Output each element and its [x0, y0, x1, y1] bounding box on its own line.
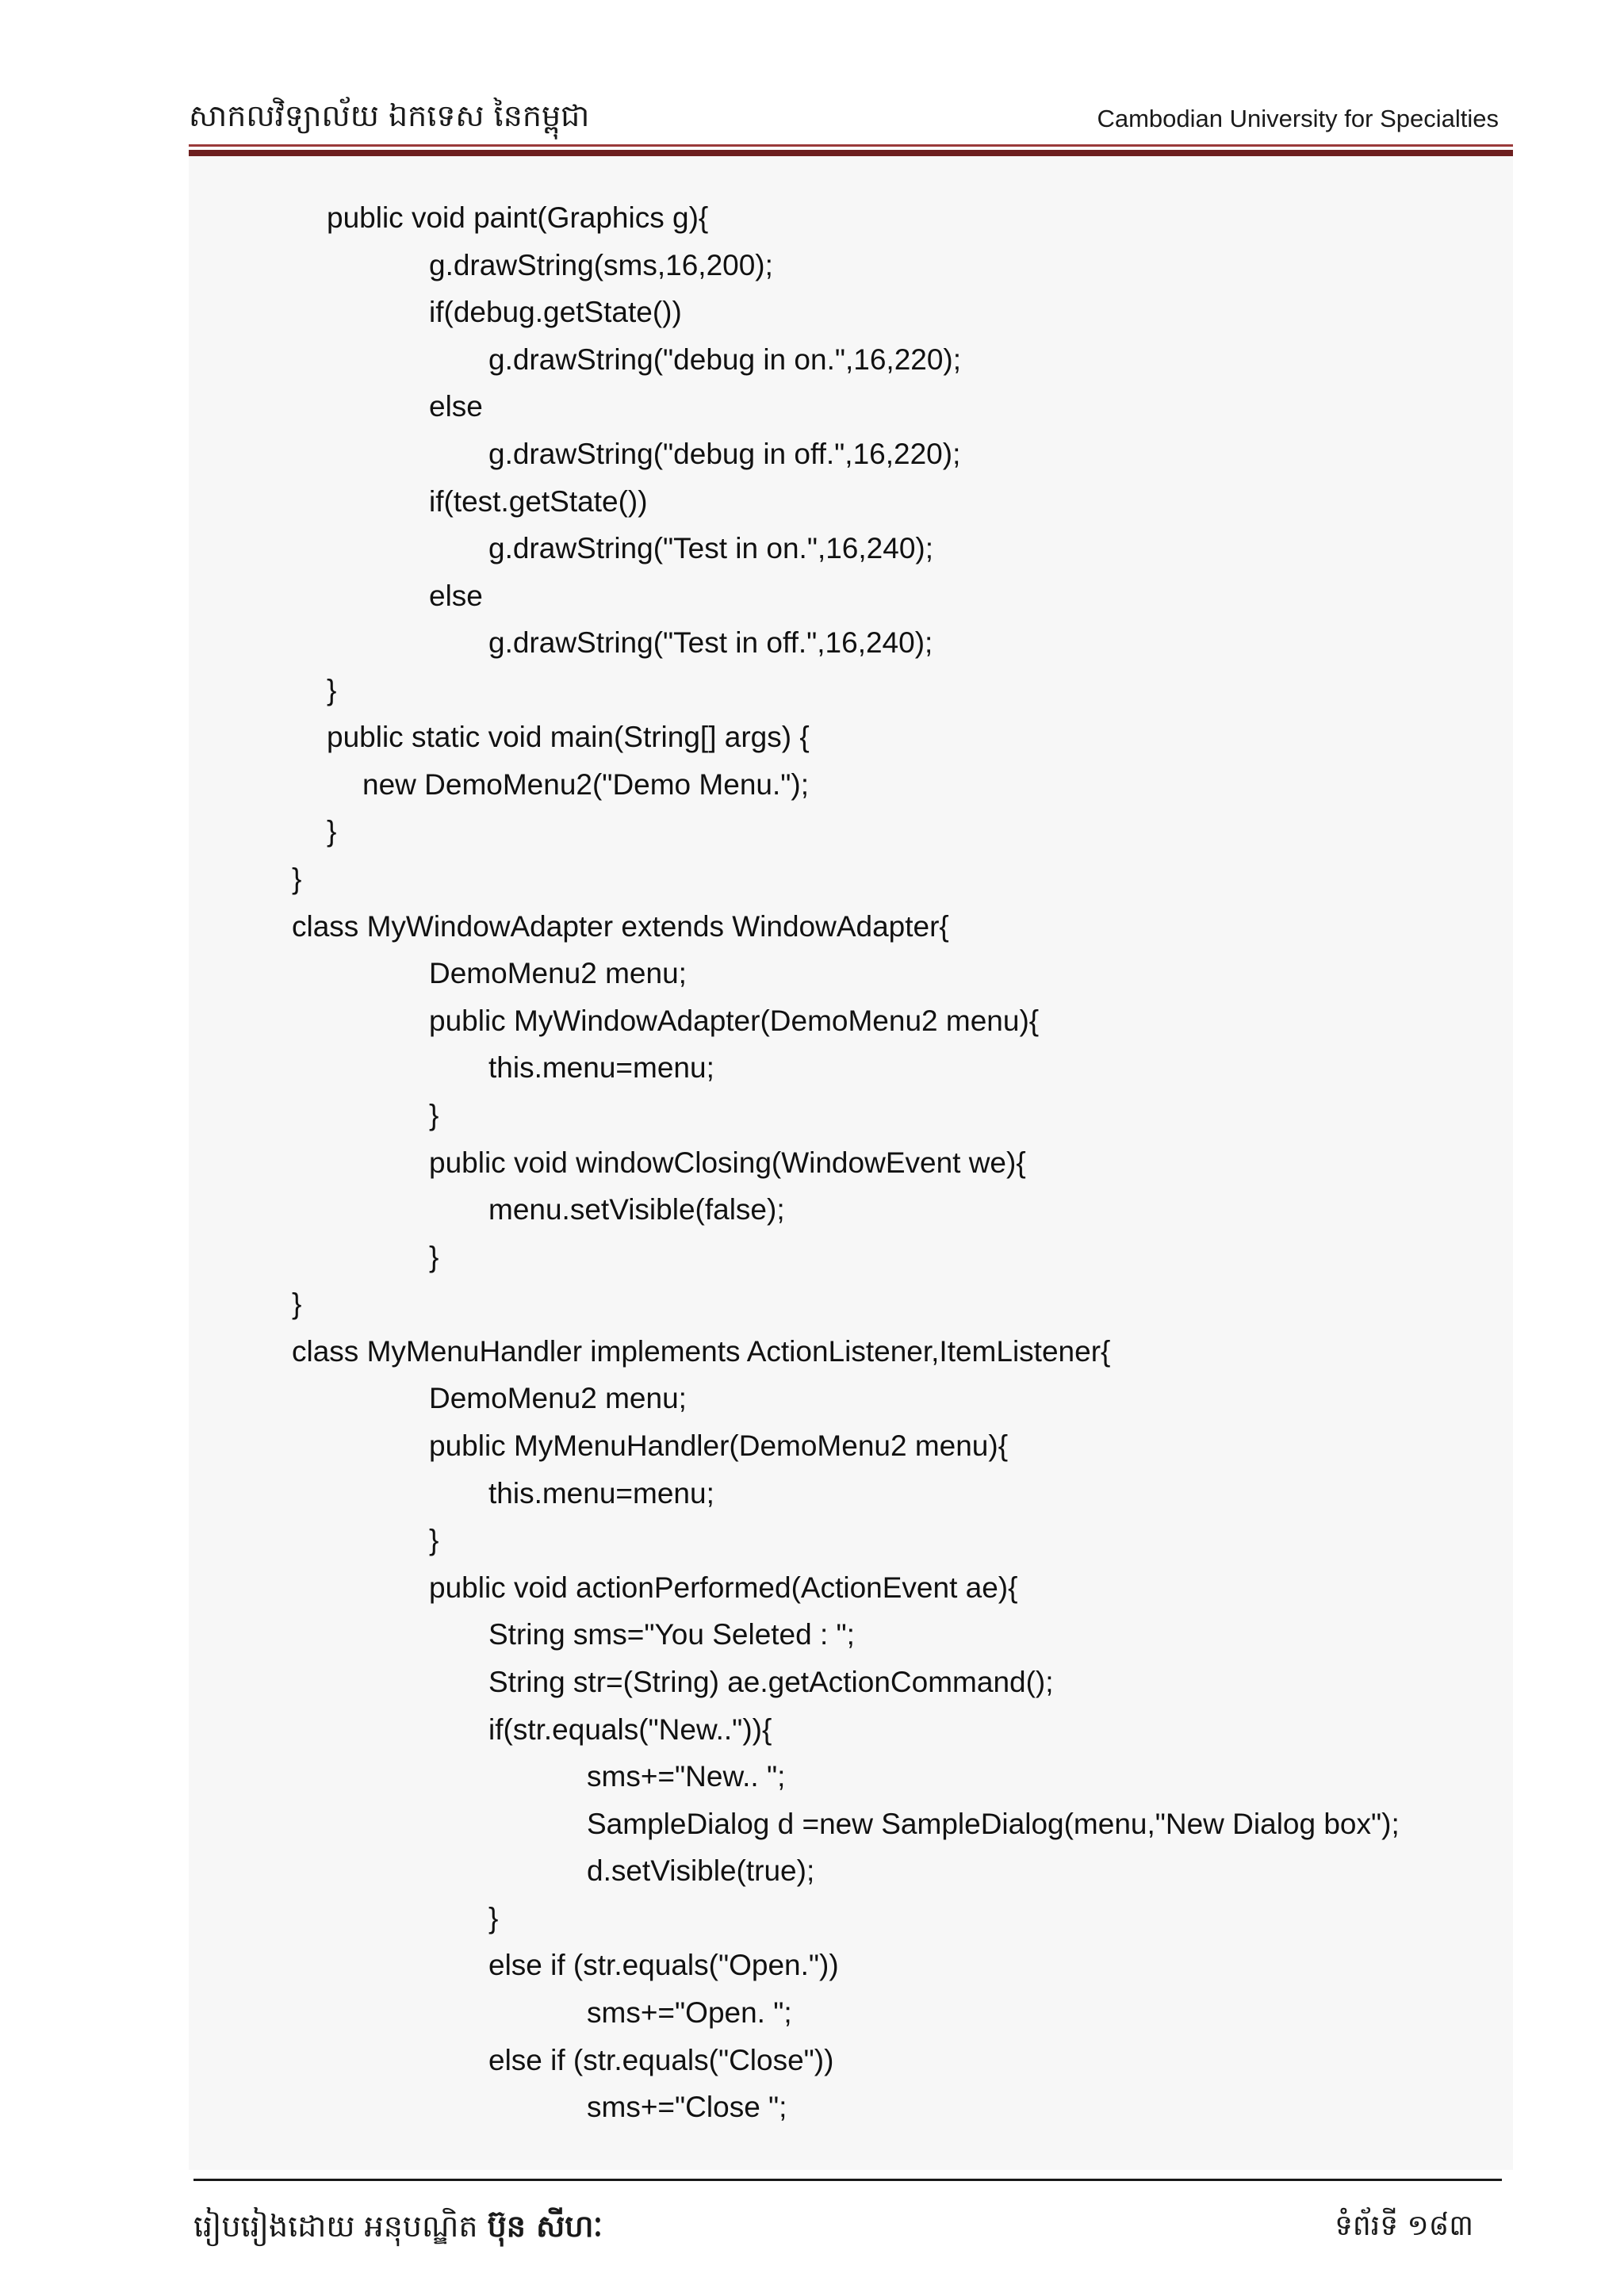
code-line: } — [327, 674, 337, 706]
code-line: String sms="You Seleted : "; — [488, 1618, 855, 1651]
code-line: new DemoMenu2("Demo Menu."); — [362, 768, 809, 801]
code-line: g.drawString("Test in off.",16,240); — [488, 626, 933, 659]
author-name: ប៊ុន សីហៈ — [487, 2209, 603, 2244]
footer-credit — [193, 2207, 603, 2252]
code-line: SampleDialog d =new SampleDialog(menu,"New Dialog box"); — [587, 1808, 1400, 1840]
code-line: public MyWindowAdapter(DemoMenu2 menu){ — [429, 1004, 1040, 1037]
code-line: } — [292, 1288, 302, 1320]
code-line: } — [292, 863, 302, 895]
code-line: } — [327, 815, 337, 848]
code-line: } — [429, 1099, 439, 1131]
code-line: g.drawString("debug in on.",16,220); — [488, 343, 962, 376]
code-line: sms+="Open. "; — [587, 1996, 792, 2029]
code-line: this.menu=menu; — [488, 1051, 714, 1084]
code-line: public MyMenuHandler(DemoMenu2 menu){ — [429, 1429, 1009, 1462]
code-line: g.drawString("Test in on.",16,240); — [488, 532, 933, 564]
code-line: else if (str.equals("Close")) — [488, 2044, 834, 2076]
code-line: DemoMenu2 menu; — [429, 1382, 687, 1414]
code-line: g.drawString("debug in off.",16,220); — [488, 438, 961, 470]
page-number: ទំព័រទី ១៨៣ — [1335, 2210, 1473, 2242]
code-line: sms+="Close "; — [587, 2091, 787, 2123]
code-line: sms+="New.. "; — [587, 1760, 786, 1793]
code-line: String str=(String) ae.getActionCommand(); — [488, 1666, 1054, 1698]
code-line: else if (str.equals("Open.")) — [488, 1949, 839, 1981]
code-line: menu.setVisible(false); — [488, 1193, 785, 1226]
code-line: } — [488, 1902, 499, 1934]
code-line: } — [429, 1524, 439, 1556]
code-line: if(test.getState()) — [429, 485, 648, 518]
institution-english-name: Cambodian University for Specialties — [1097, 105, 1499, 132]
code-line: if(str.equals("New..")){ — [488, 1713, 772, 1746]
header-rule-thick — [189, 150, 1513, 156]
code-line: public static void main(String[] args) { — [327, 721, 810, 753]
code-line: } — [429, 1241, 439, 1273]
code-line: class MyWindowAdapter extends WindowAdapter{ — [292, 910, 949, 943]
code-line: d.setVisible(true); — [587, 1854, 815, 1887]
header-rule-thin — [189, 144, 1513, 147]
code-line: public void windowClosing(WindowEvent we){ — [429, 1146, 1026, 1179]
code-line: public void actionPerformed(ActionEvent ae){ — [429, 1571, 1018, 1604]
code-line: if(debug.getState()) — [429, 296, 682, 328]
code-line: DemoMenu2 menu; — [429, 957, 687, 989]
prepared-by-label: រៀបរៀងដោយ អនុបណ្ឌិត — [193, 2209, 478, 2244]
code-line: class MyMenuHandler implements ActionListener,ItemListener{ — [292, 1335, 1111, 1368]
code-line: g.drawString(sms,16,200); — [429, 249, 773, 281]
code-line: else — [429, 580, 483, 612]
code-line: else — [429, 390, 483, 423]
code-line: public void paint(Graphics g){ — [327, 201, 709, 234]
institution-khmer-name: សាកលវិទ្យាល័យ ឯកទេស នៃកម្ពុជា — [189, 98, 590, 133]
page-header — [189, 94, 1513, 141]
code-line: this.menu=menu; — [488, 1477, 714, 1510]
footer-rule — [193, 2179, 1502, 2181]
